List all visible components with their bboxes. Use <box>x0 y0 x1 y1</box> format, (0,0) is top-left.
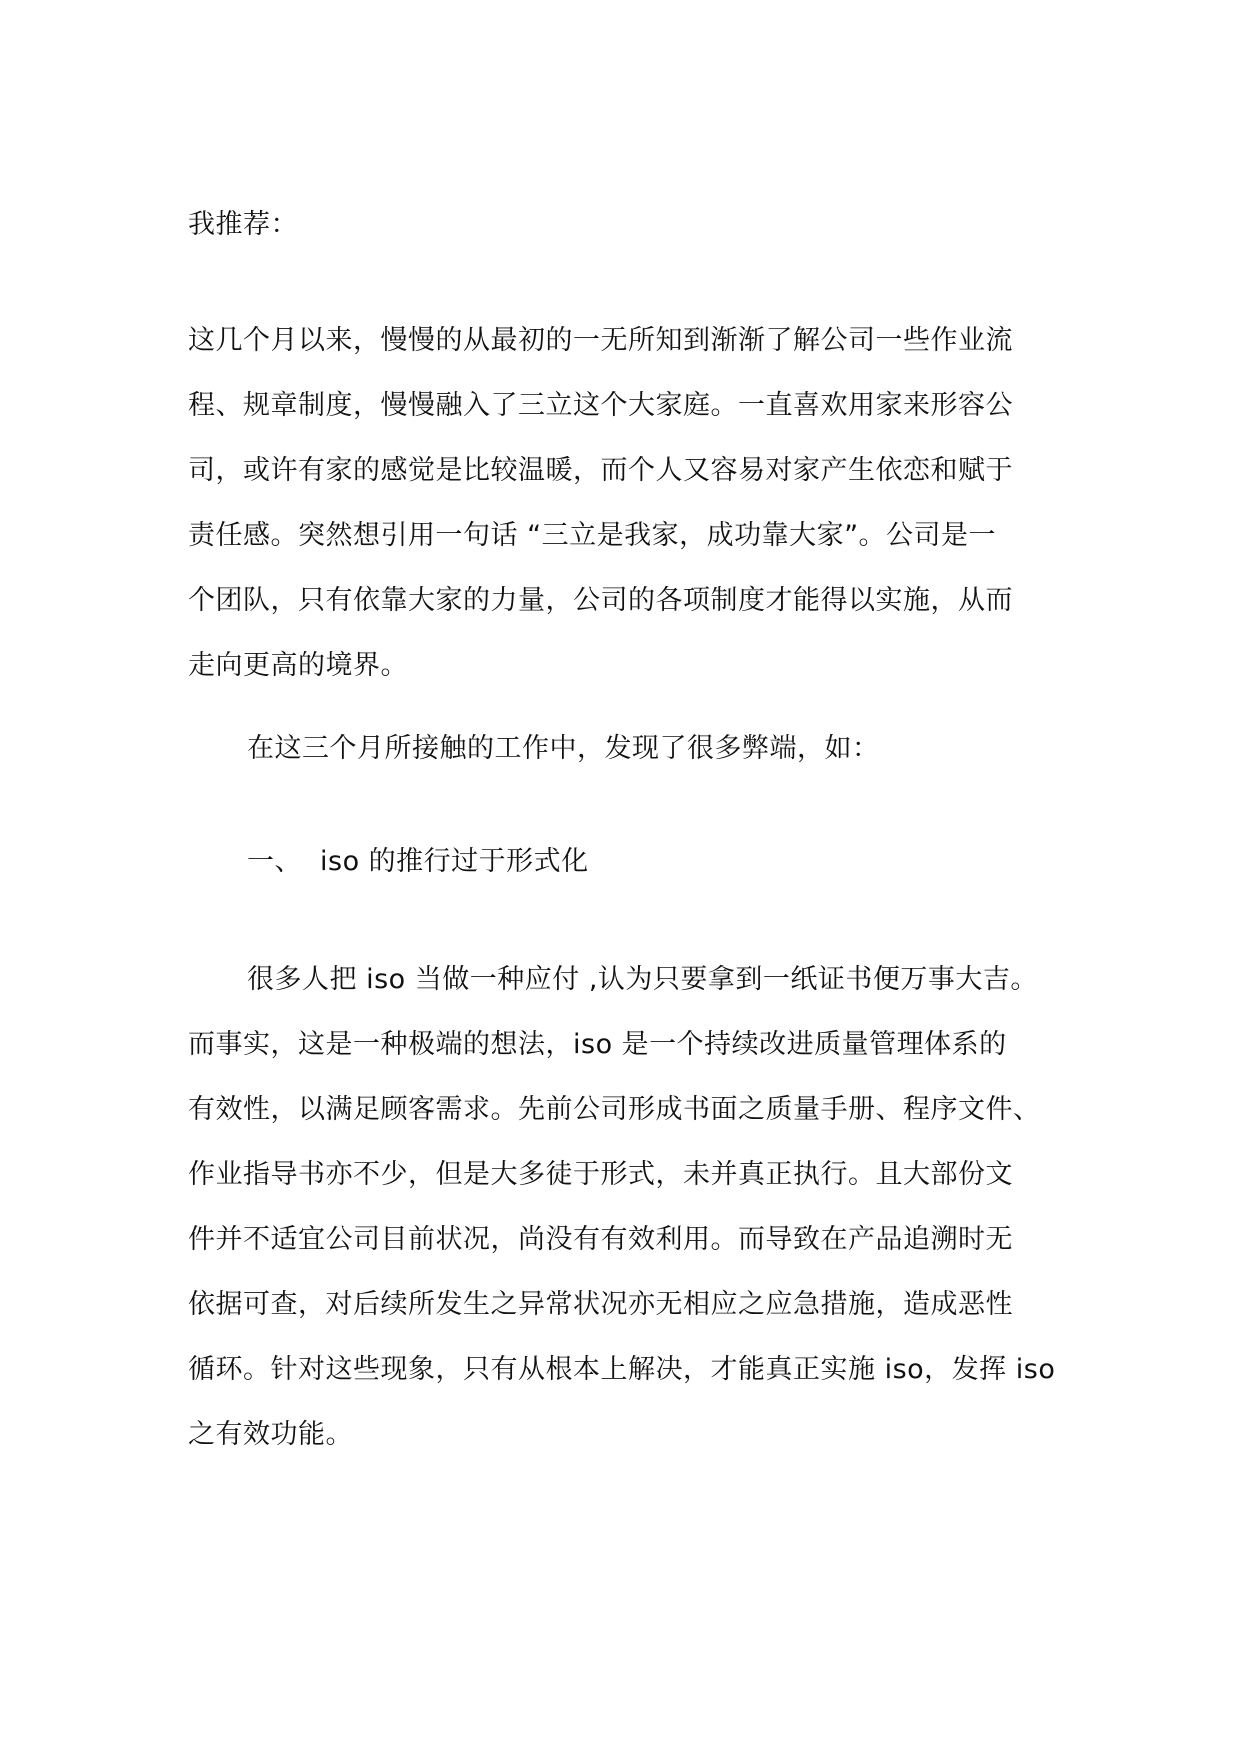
section-heading-line <box>188 829 1068 894</box>
paragraph-3 <box>188 947 1068 1467</box>
paragraph-2 <box>188 716 1068 781</box>
section-number: 一、 <box>247 846 302 877</box>
section-title: iso 的推行过于形式化 <box>320 846 589 877</box>
paragraph-3-line: 循环。针对这些现象，只有从根本上解决，才能真正实施 iso，发挥 iso <box>188 1354 1056 1385</box>
paragraph-2-text: 在这三个月所接触的工作中，发现了很多弊端，如： <box>247 733 880 764</box>
paragraph-1-line: 这几个月以来，慢慢的从最初的一无所知到渐渐了解公司一些作业流 <box>188 325 1013 356</box>
paragraph-3-line: 件并不适宜公司目前状况，尚没有有效利用。而导致在产品追溯时无 <box>188 1224 1013 1255</box>
paragraph-1-line: 责任感。突然想引用一句话 “三立是我家，成功靠大家”。公司是一 <box>188 520 997 551</box>
paragraph-3-line: 依据可查，对后续所发生之异常状况亦无相应之应急措施，造成恶性 <box>188 1289 1013 1320</box>
paragraph-1-line: 程、规章制度，慢慢融入了三立这个大家庭。一直喜欢用家来形容公 <box>188 390 1013 421</box>
paragraph-1-line: 走向更高的境界。 <box>188 650 408 681</box>
paragraph-1 <box>188 308 1068 698</box>
paragraph-1-line: 司，或许有家的感觉是比较温暖，而个人又容易对家产生依恋和赋于 <box>188 455 1013 486</box>
salutation <box>188 192 1068 257</box>
paragraph-3-line: 有效性，以满足顾客需求。先前公司形成书面之质量手册、程序文件、 <box>188 1094 1041 1125</box>
salutation-text: 我推荐： <box>188 209 298 240</box>
section-heading-1 <box>188 829 1068 894</box>
paragraph-3-line: 之有效功能。 <box>188 1419 353 1450</box>
paragraph-3-line: 而事实，这是一种极端的想法，iso 是一个持续改进质量管理体系的 <box>188 1029 1007 1060</box>
paragraph-3-line: 很多人把 iso 当做一种应付 ,认为只要拿到一纸证书便万事大吉。 <box>247 964 1038 995</box>
paragraph-3-line: 作业指导书亦不少，但是大多徒于形式，未并真正执行。且大部份文 <box>188 1159 1013 1190</box>
paragraph-1-line: 个团队，只有依靠大家的力量，公司的各项制度才能得以实施，从而 <box>188 585 1013 616</box>
